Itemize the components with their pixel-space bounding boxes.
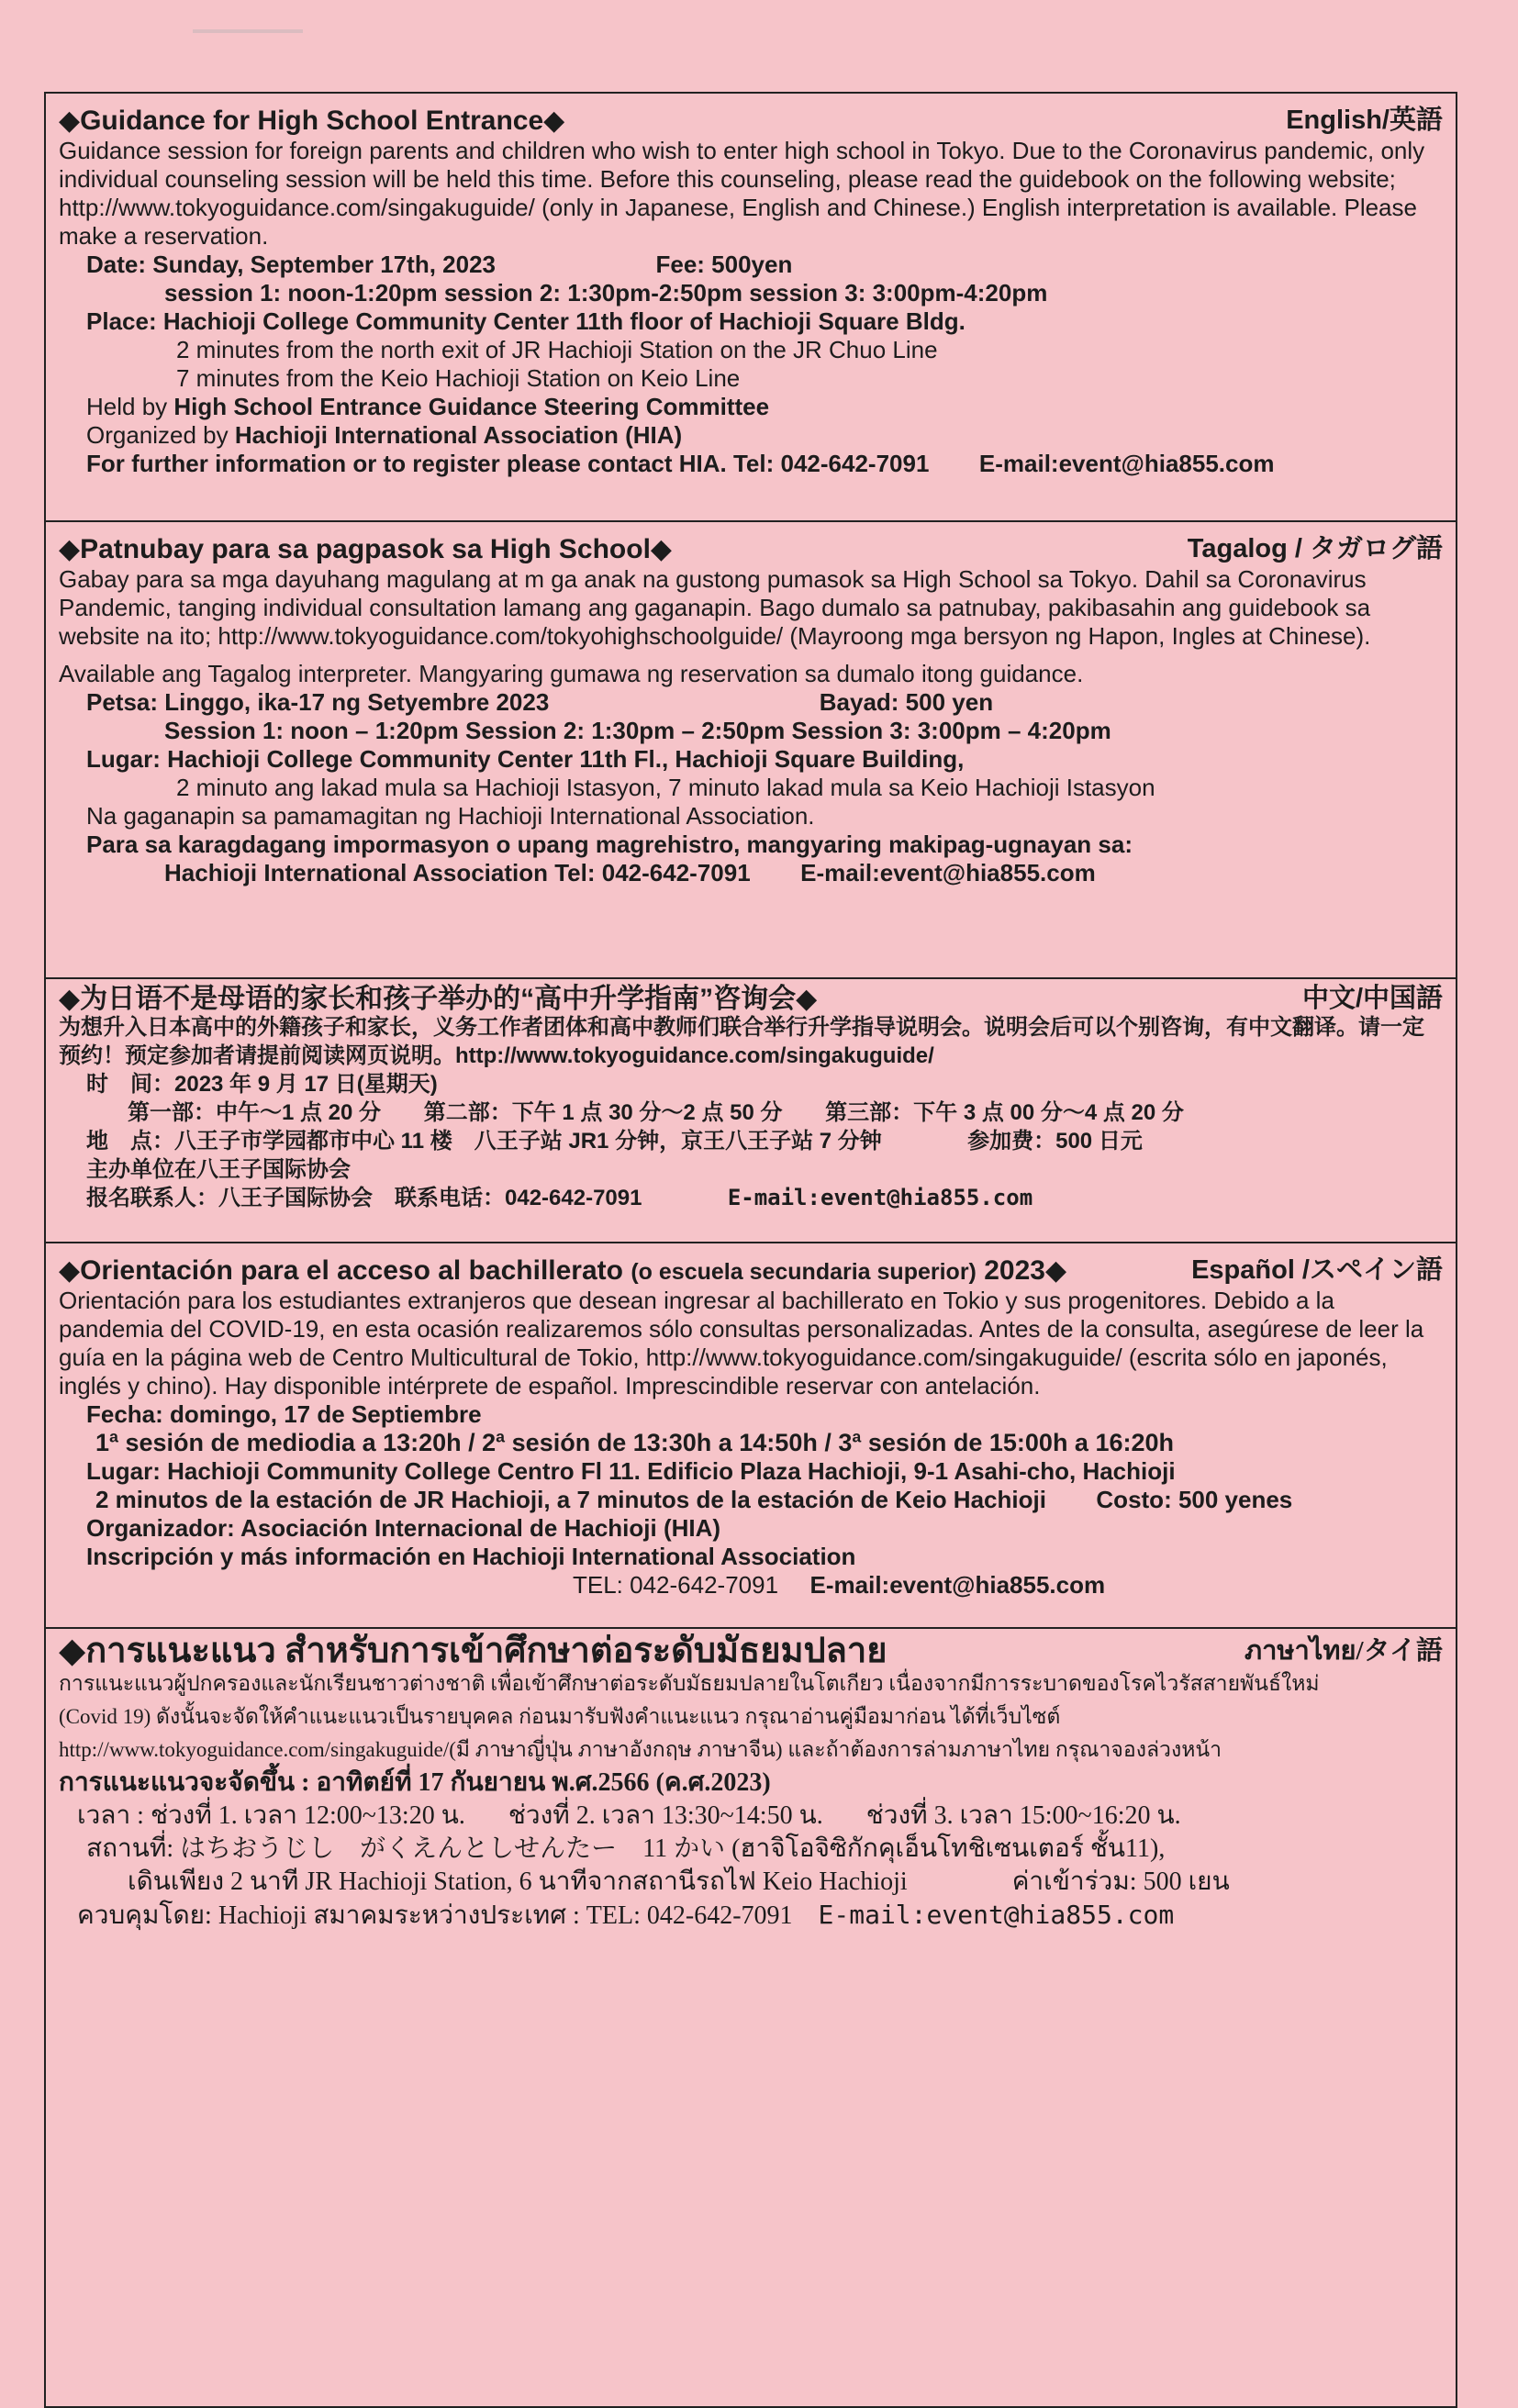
language-label: Español /スペイン語 [1191,1255,1443,1285]
time-row [59,1800,1443,1833]
slot-1: ช่วงที่ 1. เวลา 12:00~13:20 น. [150,1801,465,1830]
organized-label: Organized by [86,421,235,449]
session-1: 第一部：中午～1 点 20 分 [128,1100,382,1125]
sessions [59,1098,1443,1127]
fee: ค่าเข้าร่วม: 500 เยน [1011,1867,1230,1896]
section-thai [46,1629,1456,2406]
contact-phone: TEL: 042-642-7091 [573,1571,779,1599]
organizer: 主办单位在八王子国际协会 [86,1157,351,1182]
language-label: English/英語 [1286,106,1443,135]
intro-line-1: การแนะแนวผู้ปกครองและนักเรียนชาวต่างชาติ เพื่อเข้าศึกษาต่อระดับมัธยมปลายในโตเกียว เนื่องจากมีการระบาดของโรคไวรัสสายพันธ์ใหม่ [59,1672,1320,1695]
date-fee-row [59,251,1443,279]
contact-email[interactable]: E-mail:event@hia855.com [818,1900,1175,1930]
place: Place: Hachioji College Community Center 11th floor of Hachioji Square Bldg. [86,307,965,335]
contact-phone: ควบคุมโดย: Hachioji สมาคมระหว่างประเทศ : TEL: 042-642-7091 [77,1901,793,1930]
section-title [59,1254,1066,1287]
held-by: Na gaganapin sa pamamagitan ng Hachioji International Association. [86,802,815,830]
date: 时 间：2023 年 9 月 17 日(星期天) [86,1072,438,1097]
contact [59,1571,1443,1600]
place-fee-row [59,1127,1443,1155]
title-sub: (o escuela secundaria superior) [631,1259,977,1285]
place: สถานที่: はちおうじし がくえんとしせんたー 11 かい (ฮาจิโอจิซิกักคุเอ็นโทชิเซนเตอร์ ชั้น11), [86,1834,1166,1863]
session-3: 第三部：下午 3 点 00 分～4 点 20 分 [825,1100,1184,1125]
slot-3: ช่วงที่ 3. เวลา 15:00~16:20 น. [865,1801,1181,1830]
section-chinese [46,979,1456,1243]
section-title: ◆Guidance for High School Entrance◆ [59,106,565,136]
language-label: ภาษาไทย/タイ語 [1245,1636,1443,1666]
contact-phone: For further information or to register please contact HIA. Tel: 042-642-7091 [86,450,930,477]
access: 2 minutos de la estación de JR Hachioji, a 7 minutos de la estación de Keio Hachioji [95,1486,1046,1513]
contact-email[interactable]: E-mail:event@hia855.com [800,859,1096,886]
contact-intro: Para sa karagdagang impormasyon o upang magrehistro, mangyaring makipag-ugnayan sa: [86,831,1133,858]
section-english [46,94,1456,522]
inscription: Inscripción y más información en Hachioji International Association [86,1543,856,1570]
access-line-1: 2 minutes from the north exit of JR Hachioji Station on the JR Chuo Line [176,336,938,363]
held-by [59,393,1443,421]
contact-email[interactable]: E-mail:event@hia855.com [727,1185,1033,1210]
date: การแนะแนวจะจัดขึ้น : อาทิตย์ที่ 17 กันยายน พ.ศ.2566 (ค.ศ.2023) [59,1768,771,1797]
contact-phone: Hachioji International Association Tel: 042-642-7091 [164,859,751,886]
place: Lugar: Hachioji College Community Center 11th Fl., Hachioji Square Building, [86,745,965,773]
access: เดินเพียง 2 นาที JR Hachioji Station, 6 นาทีจากสถานีรถไฟ Keio Hachioji [128,1867,908,1896]
contact [59,450,1443,478]
intro-line-2: (Covid 19) ดังนั้นจะจัดให้คำแนะแนวเป็นรายบุคคล ก่อนมารับฟังคำแนะแนว กรุณาอ่านคู่มือมาก่อน ได้ที่เว็บไซต์ [59,1705,1061,1728]
organizer: Organizador: Asociación Internacional de Hachioji (HIA) [86,1514,721,1542]
place: 地 点：八王子市学园都市中心 11 楼 八王子站 JR1 分钟，京王八王子站 7 分钟 [86,1129,882,1154]
scan-mark [193,29,303,33]
contact-phone: 报名联系人：八王子国际协会 联系电话：042-642-7091 [86,1186,642,1210]
date-fee-row [59,688,1443,717]
title-main: ◆Orientación para el acceso al bachillerato [59,1255,623,1286]
contact-email[interactable]: E-mail:event@hia855.com [978,450,1275,477]
language-label: 中文/中国語 [1301,984,1443,1013]
language-label: Tagalog / タガログ語 [1187,534,1443,563]
fee: Costo: 500 yenes [1096,1486,1293,1513]
section-title: ◆การแนะแนว สำหรับการเข้าศึกษาต่อระดับมัธยมปลาย [59,1632,887,1670]
organized-by-value: Hachioji International Association (HIA) [234,421,683,449]
fee: 参加费：500 日元 [967,1129,1143,1154]
session-2: 第二部：下午 1 点 30 分～2 点 50 分 [423,1100,783,1125]
time-label: เวลา : [77,1801,144,1830]
place: Lugar: Hachioji Community College Centro Fl 11. Edificio Plaza Hachioji, 9-1 Asahi-cho, Hachioji [86,1457,1176,1485]
section-tagalog [46,522,1456,979]
contact [59,1899,1443,1933]
organized-by [59,421,1443,450]
section-title: ◆Patnubay para sa pagpasok sa High School◆ [59,534,672,564]
held-label: Held by [86,393,174,420]
contact-email[interactable]: E-mail:event@hia855.com [809,1571,1106,1599]
sessions: Session 1: noon – 1:20pm Session 2: 1:30pm – 2:50pm Session 3: 3:00pm – 4:20pm [164,717,1111,744]
access: 2 minuto ang lakad mula sa Hachioji Istasyon, 7 minuto lakad mula sa Keio Hachioji Istasyon [176,774,1155,801]
intro-text: Gabay para sa mga dayuhang magulang at m ga anak na gustong pumasok sa High School sa Tokyo. Dahil sa Coronavirus Pandemic, tanging individual consultation lamang ang gaganapin. Bago dumalo sa patnubay, pakibasahin ang guidebook sa website na ito; http://www.tokyoguidance.com/tokyohighschoolguide/ (Mayroong mga bersyon ng Hapon, Ingles at Chinese). [59,565,1371,650]
intro-text: 为想升入日本高中的外籍孩子和家长，义务工作者团体和高中教师们联合举行升学指导说明会。说明会后可以个别咨询，有中文翻译。请一定预约！预定参加者请提前阅读网页说明。http://www.tokyoguidance.com/singakuguide/ [59,1015,1424,1068]
title-year: 2023◆ [984,1255,1067,1286]
sessions: session 1: noon-1:20pm session 2: 1:30pm-2:50pm session 3: 3:00pm-4:20pm [164,279,1048,307]
section-spanish [46,1243,1456,1629]
section-title: ◆为日语不是母语的家长和孩子举办的“高中升学指南”咨询会◆ [59,984,818,1014]
fee: Fee: 500yen [655,251,793,278]
slot-2: ช่วงที่ 2. เวลา 13:30~14:50 น. [508,1801,823,1830]
date: Fecha: domingo, 17 de Septiembre [86,1400,482,1428]
date: Date: Sunday, September 17th, 2023 [86,251,497,278]
date: Petsa: Linggo, ika-17 ng Setyembre 2023 [86,688,550,716]
sessions: 1ª sesión de mediodia a 13:20h / 2ª sesión de 13:30h a 14:50h / 3ª sesión de 15:00h a 16:20h [95,1429,1175,1456]
access-line-2: 7 minutes from the Keio Hachioji Station on Keio Line [176,364,741,392]
intro-line-3: http://www.tokyoguidance.com/singakuguide/(มี ภาษาญี่ปุ่น ภาษาอังกฤษ ภาษาจีน) และถ้าต้องการล่ามภาษาไทย กรุณาจองล่วงหน้า [59,1738,1222,1761]
intro-text: Guidance session for foreign parents and children who wish to enter high school in Tokyo. Due to the Coronavirus pandemic, only individual counseling session will be held this time. Before this counseling, please read the guidebook on the following website; http://www.tokyoguidance.com/singakuguide/ (only in Japanese, English and Chinese.) English interpretation is available. Please make a reservation. [59,137,1425,250]
access-fee-row [59,1486,1443,1514]
contact [59,859,1443,887]
access-fee-row [59,1866,1443,1899]
intro-text: Orientación para los estudiantes extranjeros que desean ingresar al bachillerato en Tokio y sus progenitores. Debido a la pandemia del COVID-19, en esta ocasión realizaremos sólo consultas personalizadas. Antes de la consulta, asegúrese de leer la guía en la página web de Centro Multicultural de Tokio, http://www.tokyoguidance.com/singakuguide/ (escrita sólo en japonés, inglés y chino). Hay disponible intérprete de español. Imprescindible reservar con antelación. [59,1287,1424,1399]
flyer [44,92,1457,2408]
contact [59,1184,1443,1212]
held-by-value: High School Entrance Guidance Steering Committee [173,393,770,420]
fee: Bayad: 500 yen [819,688,994,716]
interpreter-note: Available ang Tagalog interpreter. Mangyaring gumawa ng reservation sa dumalo itong guidance. [59,660,1084,687]
